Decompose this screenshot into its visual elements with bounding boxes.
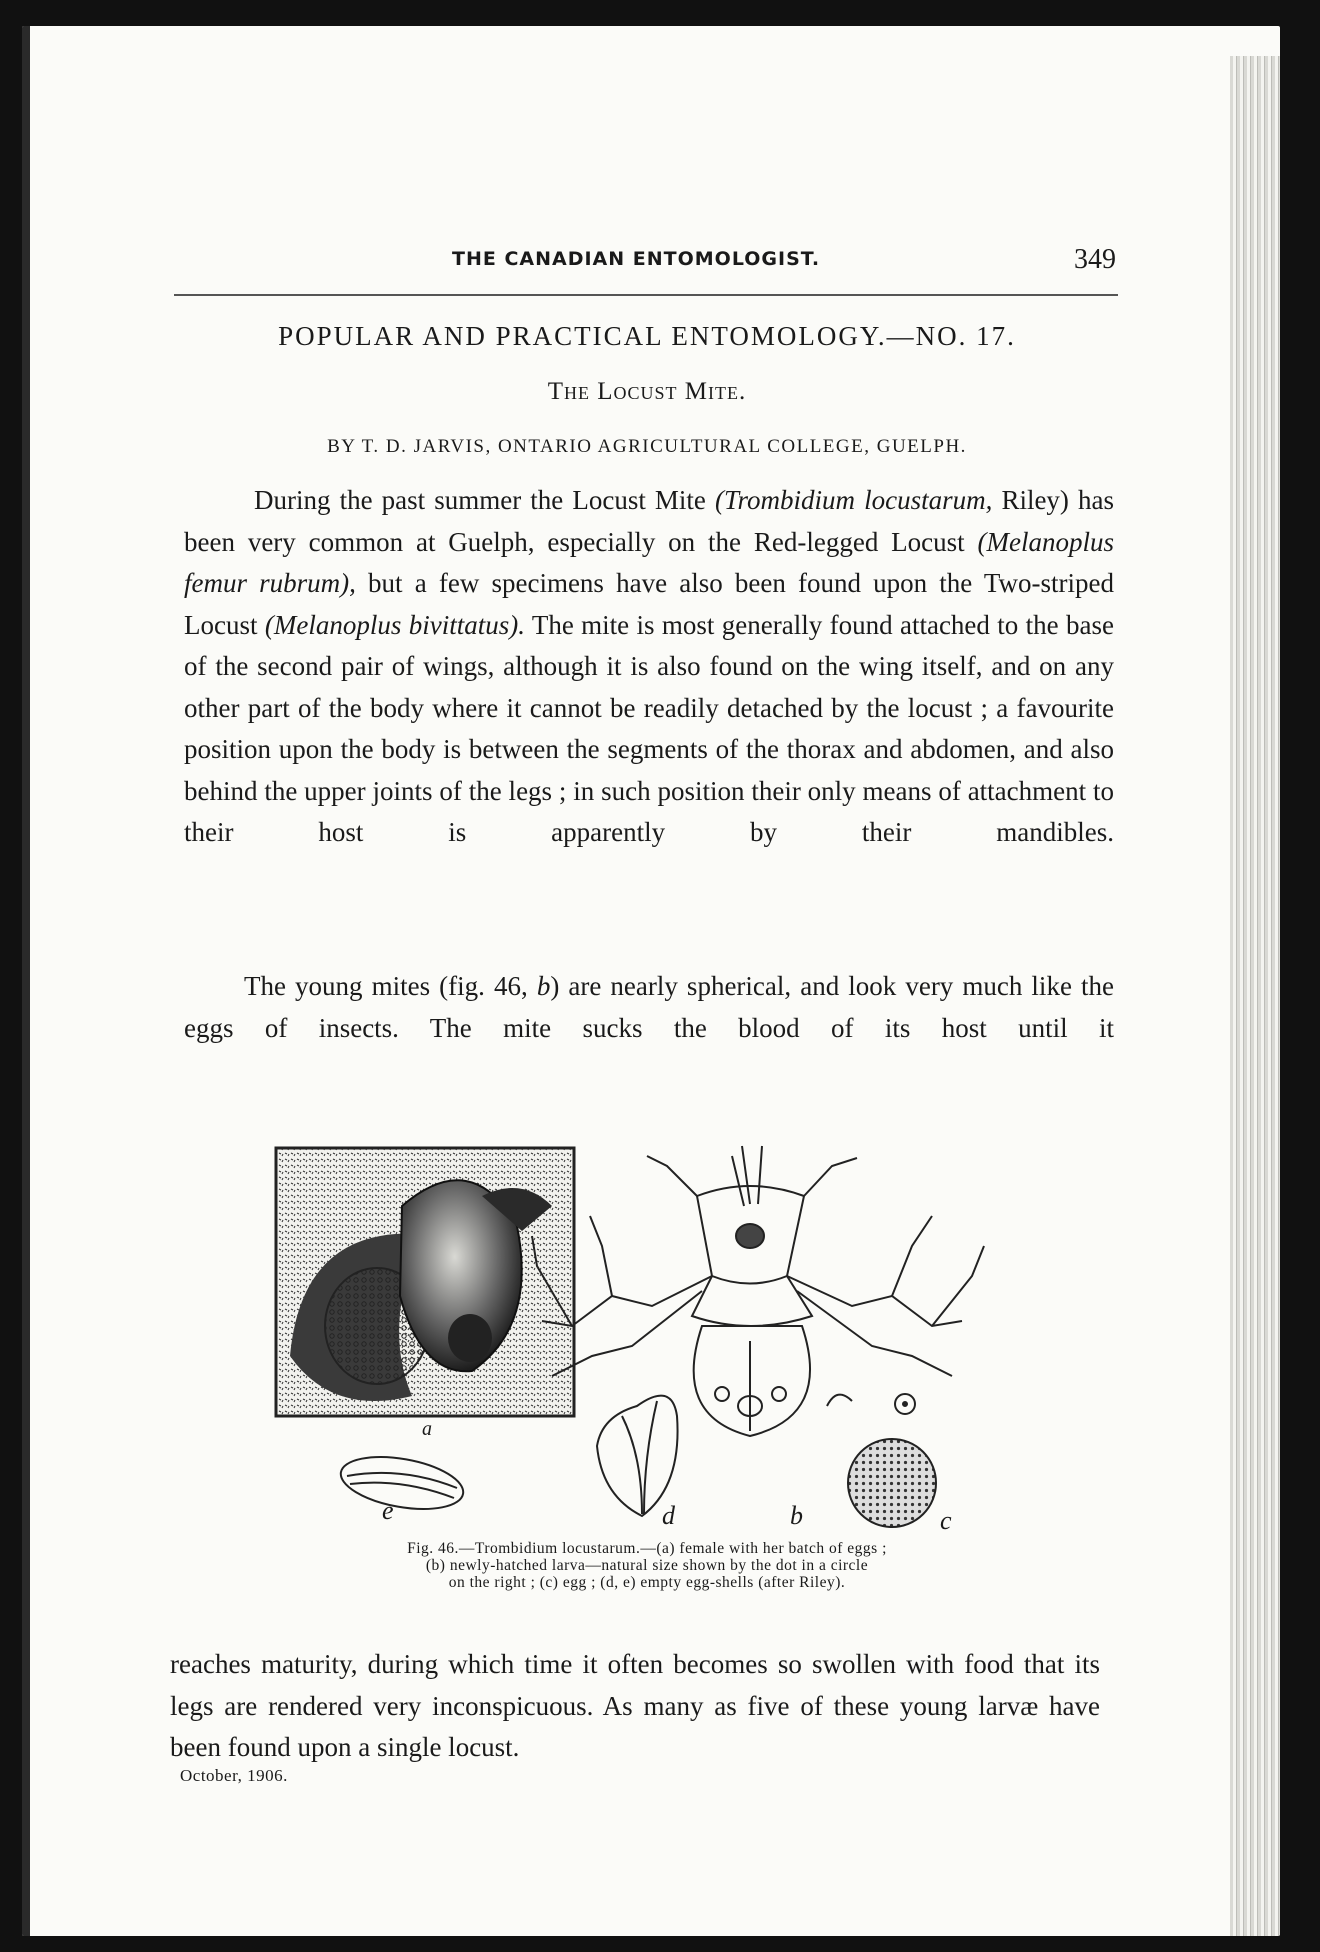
- caption-line: (b) newly-hatched larva—natural size shown by the dot in a circle: [425, 1557, 869, 1574]
- text-run: The young mites (fig. 46,: [244, 971, 537, 1001]
- text-run: The mite is most generally found attached to the base of the second pair of wings, although it is also found on the wing itself, and on any other part of the body where it cannot be readily detached by the locust ; a favourite position upon the body is between the segments of the thorax and abdomen, and also behind the upper joints of the legs ; in such position their only means of attachment to their host is apparently by their mandibles.: [184, 609, 1114, 847]
- caption-line: on the right ; (c) egg ; (d, e) empty egg-shells (after Riley).: [448, 1574, 846, 1591]
- page-number: 349: [1074, 244, 1116, 275]
- document-page: [22, 26, 1280, 1936]
- text-run: During the past summer the Locust Mite: [254, 485, 715, 515]
- page-edge: [1230, 56, 1280, 1936]
- paragraph-2: [184, 966, 1114, 1049]
- figure-label-b: b: [790, 1501, 803, 1530]
- journal-title: THE CANADIAN ENTOMOLOGIST.: [452, 248, 821, 270]
- female-mite-drawing: [276, 1148, 574, 1416]
- italic-run: (Trombidium locustarum,: [715, 485, 993, 515]
- paragraph-1: [184, 480, 1114, 854]
- text-run: Riley) has been very common at Guelph, especially on the Red-legged Locust: [184, 485, 1114, 557]
- italic-run: (Melanoplus bivittatus).: [264, 609, 525, 640]
- figure-label-c: c: [940, 1506, 952, 1535]
- binding-shadow: [22, 26, 30, 1936]
- author-byline: BY T. D. JARVIS, ONTARIO AGRICULTURAL COLLEGE, GUELPH.: [327, 436, 967, 457]
- figure-label-a: a: [422, 1418, 432, 1440]
- figure-label-e: e: [382, 1496, 394, 1525]
- egg-drawing: [848, 1439, 936, 1527]
- running-head: [182, 244, 1122, 288]
- figure-caption: [232, 1540, 1062, 1591]
- figure-46: [272, 1116, 1032, 1536]
- larva-drawing: [532, 1146, 984, 1436]
- italic-run: (Melanoplus femur rubrum),: [184, 526, 1114, 598]
- egg-shell-e-drawing: [337, 1449, 467, 1518]
- text-run: ) are nearly spherical, and look very much like the eggs of insects. The mite sucks the blood of its host until it: [184, 971, 1114, 1043]
- article-series-heading: POPULAR AND PRACTICAL ENTOMOLOGY.—NO. 17.: [278, 321, 1016, 351]
- article-title: The Locust Mite.: [547, 378, 747, 405]
- text-run: but a few specimens have also been found upon the Two-striped Locust: [184, 568, 1114, 640]
- egg-shell-d-drawing: [597, 1396, 678, 1516]
- issue-date: October, 1906.: [180, 1766, 288, 1785]
- figure-illustration: [272, 1116, 1032, 1536]
- paragraph-3: reaches maturity, during which time it often becomes so swollen with food that its legs are rendered very inconspicuous. As many as five of these young larvæ have been found upon a single locust.: [170, 1649, 1100, 1762]
- italic-run: b: [536, 971, 551, 1001]
- caption-line: Fig. 46.—Trombidium locustarum.—(a) female with her batch of eggs ;: [407, 1540, 887, 1557]
- header-rule: [174, 294, 1118, 296]
- figure-label-d: d: [662, 1501, 675, 1530]
